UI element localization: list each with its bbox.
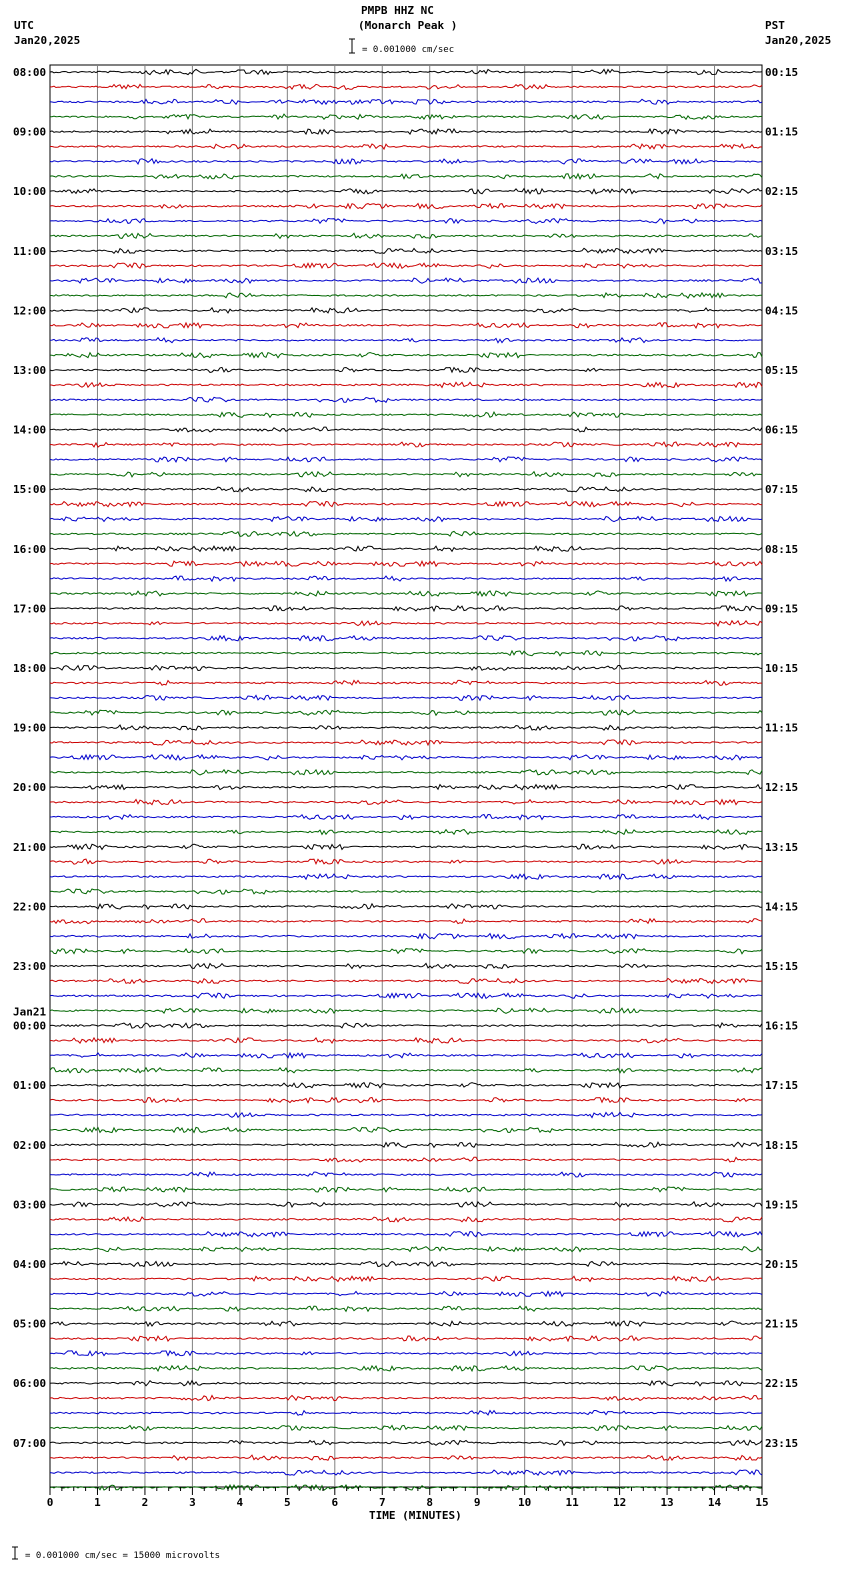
trace-line [50, 144, 762, 149]
trace-line [50, 263, 762, 268]
station-title: PMPB HHZ NC [361, 4, 434, 17]
trace-line [50, 1411, 762, 1416]
left-time-label: 10:00 [13, 185, 47, 199]
right-timezone: PST [765, 19, 785, 32]
trace-line [50, 963, 762, 968]
trace-line [50, 1023, 762, 1028]
right-time-label: 01:15 [765, 125, 799, 139]
trace-line [50, 874, 762, 879]
station-location: (Monarch Peak ) [358, 19, 458, 32]
right-time-label: 15:15 [765, 960, 799, 973]
trace-line [50, 919, 762, 924]
trace-line [50, 785, 762, 790]
left-time-label: 15:00 [13, 483, 47, 497]
trace-line [50, 412, 762, 417]
left-time-label: 02:00 [13, 1138, 47, 1152]
trace-line [50, 1113, 762, 1118]
right-time-label: 08:15 [765, 542, 799, 556]
right-time-label: 17:15 [765, 1079, 799, 1093]
trace-line [50, 1217, 762, 1222]
trace-line [50, 800, 762, 805]
trace-line [50, 755, 762, 760]
trace-line [50, 1262, 762, 1267]
trace-line [50, 1202, 762, 1207]
x-tick-label: 6 [331, 1496, 339, 1509]
trace-line [50, 621, 762, 626]
right-time-label: 23:15 [765, 1436, 799, 1450]
trace-line [50, 1053, 762, 1058]
right-time-label: 05:15 [765, 364, 799, 377]
trace-line [50, 1440, 762, 1445]
left-time-label: 17:00 [13, 602, 47, 616]
trace-line [50, 695, 762, 700]
trace-line [50, 159, 762, 164]
trace-line [50, 84, 762, 89]
trace-line [50, 502, 762, 507]
right-date: Jan20,2025 [765, 34, 832, 47]
trace-line [50, 815, 762, 820]
right-time-label: 18:15 [765, 1138, 799, 1152]
x-tick-label: 4 [236, 1496, 244, 1509]
trace-line [50, 1068, 762, 1073]
trace-line [50, 382, 762, 387]
trace-line [50, 1291, 762, 1296]
x-tick-label: 1 [94, 1496, 101, 1509]
trace-line [50, 457, 762, 462]
trace-line [50, 949, 762, 954]
right-time-label: 09:15 [765, 602, 799, 616]
trace-line [50, 308, 762, 313]
left-time-label: 16:00 [13, 542, 47, 556]
left-time-label: 06:00 [13, 1377, 47, 1391]
trace-line [50, 1157, 762, 1162]
trace-line [50, 1470, 762, 1475]
left-time-label: 23:00 [13, 960, 47, 973]
x-tick-label: 8 [426, 1496, 434, 1509]
left-time-label: 00:00 [13, 1019, 47, 1033]
trace-line [50, 442, 762, 447]
trace-line [50, 725, 762, 730]
left-time-label: 14:00 [13, 423, 47, 437]
trace-line [50, 1351, 762, 1356]
trace-line [50, 189, 762, 194]
left-time-label: 12:00 [13, 304, 47, 318]
trace-line [50, 69, 762, 74]
x-tick-label: 12 [612, 1496, 627, 1509]
trace-line [50, 889, 762, 894]
trace-line [50, 129, 762, 134]
trace-line [50, 1306, 762, 1311]
trace-line [50, 338, 762, 343]
right-time-label: 19:15 [765, 1198, 799, 1212]
left-time-label: 21:00 [13, 840, 47, 854]
left-time-label: 04:00 [13, 1258, 47, 1271]
trace-line [50, 248, 762, 253]
trace-line [50, 651, 762, 656]
trace-line [50, 531, 762, 536]
right-time-label: 16:15 [765, 1019, 799, 1033]
trace-line [50, 1381, 762, 1386]
right-time-label: 04:15 [765, 304, 799, 318]
trace-line [50, 770, 762, 775]
trace-line [50, 1127, 762, 1132]
trace-line [50, 1232, 762, 1237]
trace-line [50, 1455, 762, 1460]
left-time-label: 09:00 [13, 125, 47, 139]
right-time-label: 14:15 [765, 900, 799, 914]
right-time-label: 06:15 [765, 423, 799, 437]
trace-line [50, 397, 762, 402]
x-tick-label: 10 [518, 1496, 532, 1509]
left-timezone: UTC [14, 19, 34, 32]
right-time-label: 10:15 [765, 662, 799, 675]
left-date: Jan20,2025 [14, 34, 81, 47]
right-time-label: 02:15 [765, 185, 799, 199]
trace-line [50, 1098, 762, 1103]
trace-line [50, 472, 762, 477]
trace-line [50, 740, 762, 745]
left-time-label: 07:00 [13, 1436, 47, 1450]
trace-line [50, 1276, 762, 1281]
trace-line [50, 665, 762, 670]
left-time-label: 18:00 [13, 662, 47, 675]
right-time-label: 13:15 [765, 840, 799, 854]
trace-line [50, 1321, 762, 1326]
trace-line [50, 517, 762, 522]
right-time-label: 11:15 [765, 721, 799, 735]
trace-line [50, 1247, 762, 1252]
trace-line [50, 1038, 762, 1043]
trace-line [50, 114, 762, 119]
trace-line [50, 1142, 762, 1147]
trace-line [50, 1083, 762, 1088]
trace-line [50, 293, 762, 298]
right-time-label: 07:15 [765, 483, 799, 497]
trace-line [50, 576, 762, 581]
left-time-label: 20:00 [13, 781, 47, 795]
x-tick-label: 11 [565, 1496, 579, 1509]
left-time-label: 08:00 [13, 66, 47, 79]
right-time-label: 20:15 [765, 1258, 799, 1271]
trace-line [50, 859, 762, 864]
x-tick-label: 15 [755, 1496, 769, 1509]
x-tick-label: 5 [284, 1496, 291, 1509]
trace-line [50, 174, 762, 179]
x-tick-label: 13 [660, 1496, 674, 1509]
right-time-label: 12:15 [765, 781, 799, 795]
trace-line [50, 233, 762, 238]
x-tick-label: 9 [473, 1496, 481, 1509]
trace-line [50, 591, 762, 596]
trace-line [50, 561, 762, 566]
trace-line [50, 353, 762, 358]
right-time-label: 22:15 [765, 1377, 799, 1391]
trace-line [50, 904, 762, 909]
plot-frame [50, 65, 762, 1487]
day-change-label: Jan21 [13, 1005, 47, 1019]
trace-line [50, 204, 762, 209]
trace-line [50, 427, 762, 432]
trace-line [50, 1187, 762, 1192]
trace-line [50, 367, 762, 372]
x-tick-label: 0 [46, 1496, 54, 1509]
x-tick-label: 3 [189, 1496, 196, 1509]
x-axis-label: TIME (MINUTES) [369, 1509, 462, 1522]
left-time-label: 05:00 [13, 1317, 47, 1331]
trace-line [50, 993, 762, 998]
trace-line [50, 606, 762, 611]
trace-line [50, 710, 762, 715]
trace-line [50, 934, 762, 939]
trace-line [50, 323, 762, 328]
x-tick-label: 2 [141, 1496, 149, 1509]
left-time-label: 19:00 [13, 721, 47, 735]
right-time-label: 00:15 [765, 66, 799, 79]
trace-line [50, 1336, 762, 1341]
left-time-label: 22:00 [13, 900, 47, 914]
trace-line [50, 1172, 762, 1177]
right-time-label: 03:15 [765, 244, 799, 258]
trace-line [50, 99, 762, 104]
left-time-label: 01:00 [13, 1079, 47, 1093]
right-time-label: 21:15 [765, 1317, 799, 1331]
trace-line [50, 546, 762, 551]
left-time-label: 03:00 [13, 1198, 47, 1212]
trace-line [50, 830, 762, 835]
footer-scale-note: = 0.001000 cm/sec = 15000 microvolts [25, 1551, 221, 1561]
trace-line [50, 978, 762, 983]
trace-line [50, 1366, 762, 1371]
left-time-label: 13:00 [13, 364, 47, 377]
trace-line [50, 636, 762, 641]
trace-line [50, 1008, 762, 1013]
x-tick-label: 7 [378, 1496, 386, 1509]
trace-line [50, 1396, 762, 1401]
trace-line [50, 278, 762, 283]
x-tick-label: 14 [707, 1496, 722, 1509]
trace-line [50, 219, 762, 224]
trace-line [50, 680, 762, 685]
scale-label: = 0.001000 cm/sec [362, 45, 455, 55]
left-time-label: 11:00 [13, 244, 47, 258]
trace-line [50, 1425, 762, 1430]
trace-line [50, 487, 762, 492]
trace-line [50, 844, 762, 849]
